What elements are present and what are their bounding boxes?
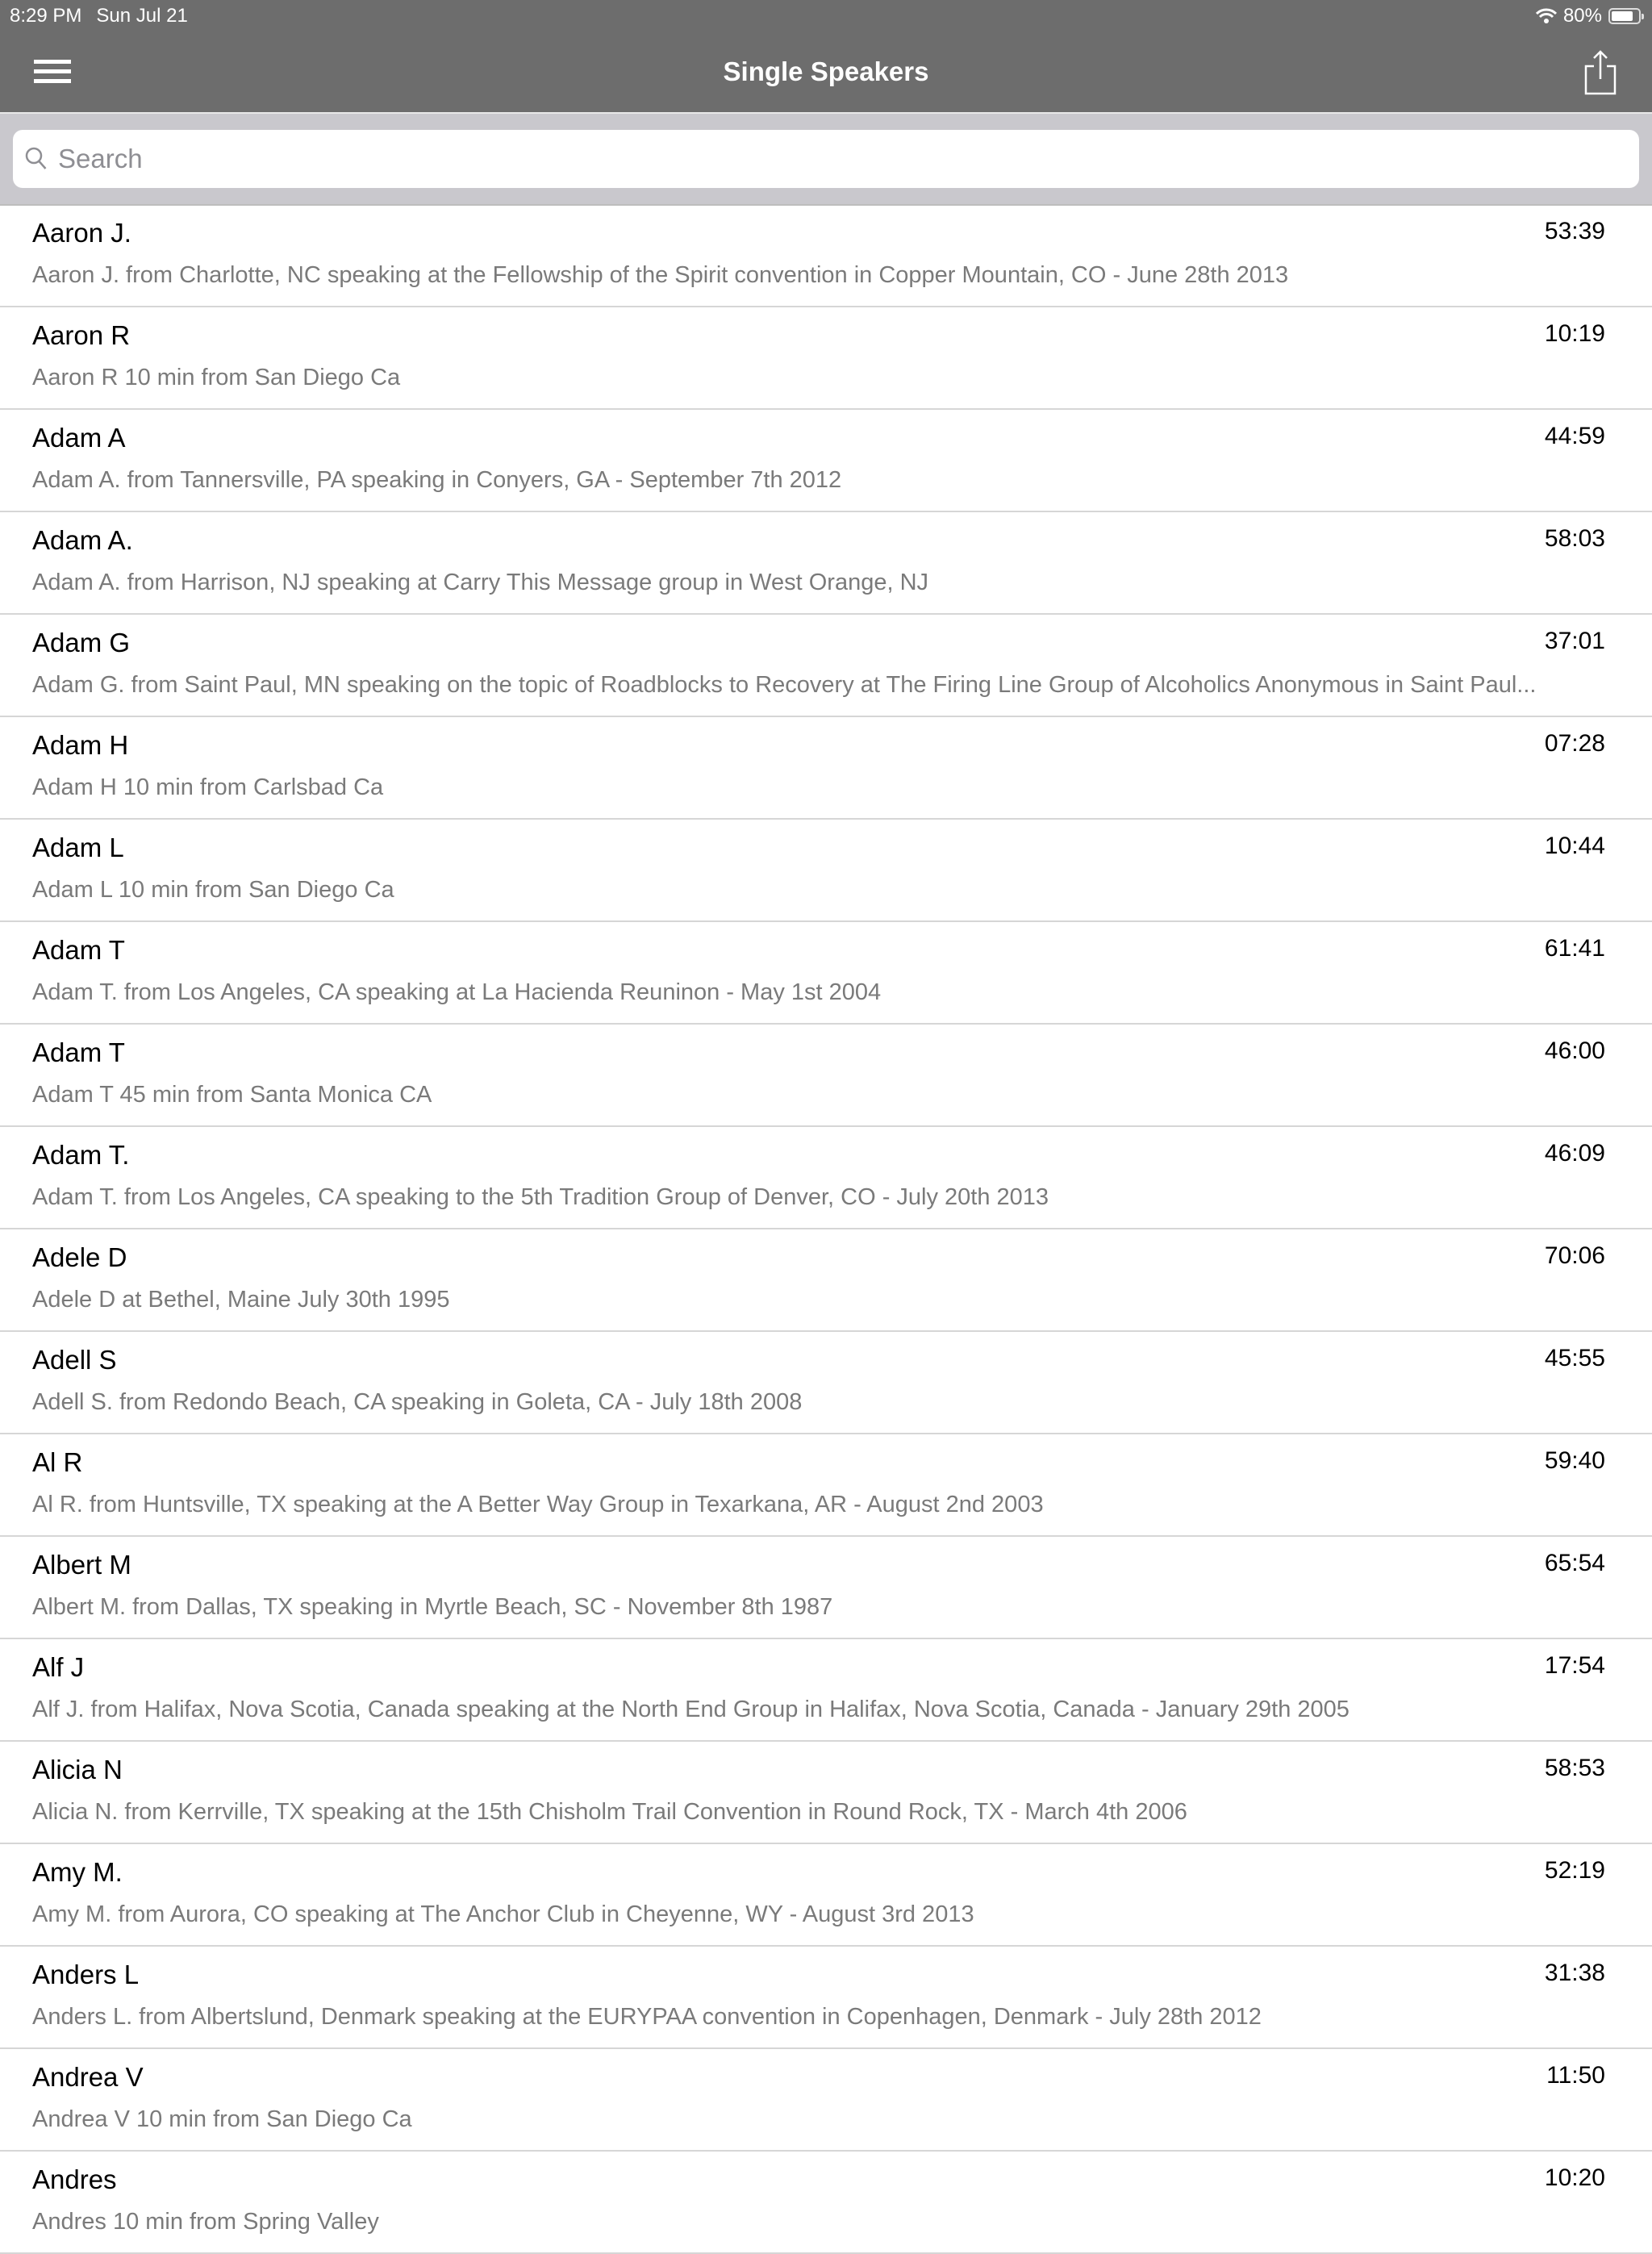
search-icon xyxy=(24,146,48,172)
share-icon[interactable] xyxy=(1583,50,1618,95)
speaker-name: Adam T xyxy=(32,1037,125,1067)
speaker-name: Adam A. xyxy=(32,525,133,555)
speaker-name: Adam A xyxy=(32,423,126,453)
speaker-row[interactable] xyxy=(0,410,1652,512)
speaker-duration: 59:40 xyxy=(1544,1447,1605,1474)
speaker-duration: 44:59 xyxy=(1544,423,1605,449)
status-bar xyxy=(0,0,1652,32)
battery-percent: 80% xyxy=(1562,5,1602,27)
speaker-name: Albert M xyxy=(32,1550,131,1580)
speaker-description: Anders L. from Albertslund, Denmark speaking at the EURYPAA convention in Copenhagen, Denmark - July 28th 2012 xyxy=(32,2004,1262,2030)
speaker-row[interactable] xyxy=(0,1537,1652,1639)
speaker-row[interactable] xyxy=(0,1229,1652,1332)
speaker-description: Adam T 45 min from Santa Monica CA xyxy=(32,1082,432,1108)
navigation-bar xyxy=(0,32,1652,114)
speaker-duration: 46:09 xyxy=(1544,1140,1605,1167)
wifi-icon xyxy=(1536,8,1557,24)
speaker-duration: 17:54 xyxy=(1544,1652,1605,1679)
status-date: Sun Jul 21 xyxy=(96,5,188,27)
page-title: Single Speakers xyxy=(723,56,929,86)
speaker-description: Adell S. from Redondo Beach, CA speaking in Goleta, CA - July 18th 2008 xyxy=(32,1389,803,1415)
speaker-name: Andrea V xyxy=(32,2062,144,2092)
speaker-row[interactable] xyxy=(0,820,1652,922)
speaker-description: Adam A. from Tannersville, PA speaking in Conyers, GA - September 7th 2012 xyxy=(32,467,842,493)
speaker-duration: 46:00 xyxy=(1544,1037,1605,1064)
speaker-name: Aaron R xyxy=(32,320,131,350)
speaker-row[interactable] xyxy=(0,717,1652,820)
speaker-name: Adam H xyxy=(32,730,129,760)
speaker-description: Adam G. from Saint Paul, MN speaking on the topic of Roadblocks to Recovery at The Firing Line Group of Alcoholics Anonymous in Saint Paul... xyxy=(32,672,1537,698)
speaker-description: Adam L 10 min from San Diego Ca xyxy=(32,877,394,903)
speaker-name: Andres xyxy=(32,2164,117,2194)
speaker-duration: 58:03 xyxy=(1544,525,1605,552)
speaker-duration: 58:53 xyxy=(1544,1755,1605,1781)
speaker-row[interactable] xyxy=(0,307,1652,410)
speaker-description: Adam T. from Los Angeles, CA speaking to the 5th Tradition Group of Denver, CO - July 20th 2013 xyxy=(32,1184,1049,1210)
status-time: 8:29 PM xyxy=(10,5,82,27)
speaker-description: Aaron J. from Charlotte, NC speaking at the Fellowship of the Spirit convention in Copper Mountain, CO - June 28th 2013 xyxy=(32,262,1289,288)
speaker-description: Alf J. from Halifax, Nova Scotia, Canada speaking at the North End Group in Halifax, Nova Scotia, Canada - January 29th 2005 xyxy=(32,1697,1350,1722)
speaker-row[interactable] xyxy=(0,1434,1652,1537)
speaker-name: Adell S xyxy=(32,1345,117,1375)
speaker-row[interactable] xyxy=(0,1025,1652,1127)
speaker-name: Adam T xyxy=(32,935,125,965)
speaker-row[interactable] xyxy=(0,2049,1652,2152)
speaker-duration: 11:50 xyxy=(1546,2062,1605,2089)
speaker-duration: 10:20 xyxy=(1544,2164,1605,2191)
speaker-duration: 61:41 xyxy=(1544,935,1605,962)
speaker-row[interactable] xyxy=(0,922,1652,1025)
speaker-row[interactable] xyxy=(0,1639,1652,1742)
speaker-row[interactable] xyxy=(0,205,1652,307)
speaker-description: Aaron R 10 min from San Diego Ca xyxy=(32,365,401,390)
speaker-description: Adam A. from Harrison, NJ speaking at Carry This Message group in West Orange, NJ xyxy=(32,570,929,595)
speaker-description: Adele D at Bethel, Maine July 30th 1995 xyxy=(32,1287,450,1313)
speaker-name: Al R xyxy=(32,1447,83,1477)
search-bar-container xyxy=(0,114,1652,206)
speaker-name: Amy M. xyxy=(32,1857,123,1887)
speaker-description: Albert M. from Dallas, TX speaking in Myrtle Beach, SC - November 8th 1987 xyxy=(32,1594,833,1620)
speaker-duration: 52:19 xyxy=(1544,1857,1605,1884)
speaker-description: Adam H 10 min from Carlsbad Ca xyxy=(32,774,384,800)
speaker-name: Alicia N xyxy=(32,1755,123,1784)
speaker-duration: 07:28 xyxy=(1544,730,1605,757)
speaker-duration: 53:39 xyxy=(1544,218,1605,244)
battery-icon xyxy=(1608,8,1641,24)
search-field[interactable] xyxy=(13,130,1639,188)
speaker-duration: 10:19 xyxy=(1544,320,1605,347)
search-input[interactable] xyxy=(56,143,1639,175)
speaker-row[interactable] xyxy=(0,512,1652,615)
speaker-duration: 31:38 xyxy=(1544,1960,1605,1986)
speaker-description: Alicia N. from Kerrville, TX speaking at the 15th Chisholm Trail Convention in Round Rock, TX - March 4th 2006 xyxy=(32,1799,1187,1825)
speaker-row[interactable] xyxy=(0,1332,1652,1434)
speaker-description: Andres 10 min from Spring Valley xyxy=(32,2209,379,2235)
speaker-duration: 70:06 xyxy=(1544,1242,1605,1269)
speaker-row[interactable] xyxy=(0,1742,1652,1844)
speaker-name: Alf J xyxy=(32,1652,85,1682)
speaker-row[interactable] xyxy=(0,1947,1652,2049)
speaker-name: Anders L xyxy=(32,1960,140,1989)
speaker-duration: 37:01 xyxy=(1544,628,1605,654)
speaker-list[interactable] xyxy=(0,205,1652,2254)
speaker-duration: 65:54 xyxy=(1544,1550,1605,1576)
speaker-name: Adam L xyxy=(32,833,124,862)
speaker-name: Aaron J. xyxy=(32,218,131,248)
speaker-description: Adam T. from Los Angeles, CA speaking at La Hacienda Reuninon - May 1st 2004 xyxy=(32,979,882,1005)
speaker-row[interactable] xyxy=(0,2152,1652,2254)
speaker-name: Adam T. xyxy=(32,1140,130,1170)
speaker-row[interactable] xyxy=(0,615,1652,717)
speaker-duration: 10:44 xyxy=(1544,833,1605,859)
speaker-row[interactable] xyxy=(0,1127,1652,1229)
speaker-duration: 45:55 xyxy=(1544,1345,1605,1371)
speaker-name: Adam G xyxy=(32,628,131,657)
speaker-row[interactable] xyxy=(0,1844,1652,1947)
speaker-description: Al R. from Huntsville, TX speaking at the A Better Way Group in Texarkana, AR - August 2nd 2003 xyxy=(32,1492,1044,1517)
speaker-description: Amy M. from Aurora, CO speaking at The Anchor Club in Cheyenne, WY - August 3rd 2013 xyxy=(32,1901,974,1927)
speaker-name: Adele D xyxy=(32,1242,127,1272)
speaker-description: Andrea V 10 min from San Diego Ca xyxy=(32,2106,412,2132)
